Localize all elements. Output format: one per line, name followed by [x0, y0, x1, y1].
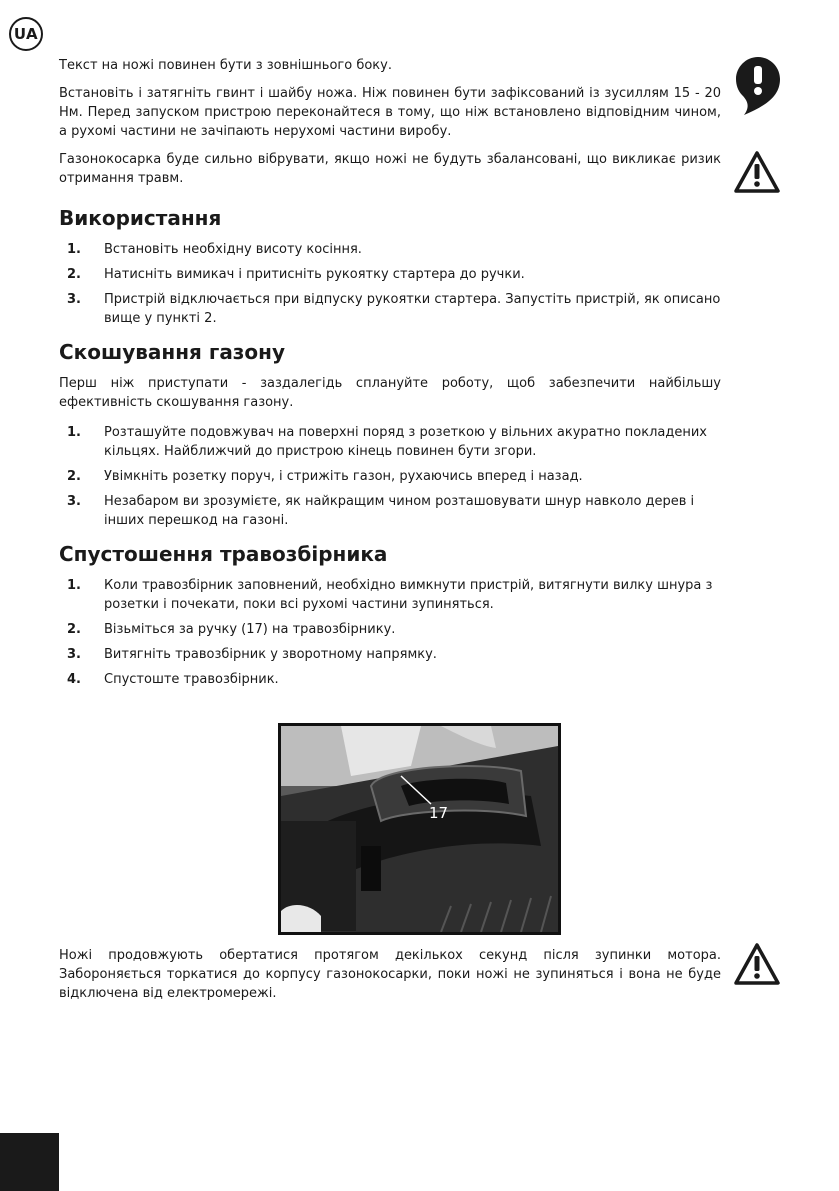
intro-paragraph: Встановіть і затягніть гвинт і шайбу ножа. Ніж повинен бути зафіксований із зусиллям 15 - 20 Нм. Перед запуском пристрою переконайтеся в тому, що ніж встановлено відповідним чином, а рухомі частини не зачіпають нерухомі частини виробу.	[59, 86, 721, 139]
closing-warning-paragraph: Ножі продовжують обертатися протягом декількох секунд після зупинки мотора. Забороняється торкатися до корпусу газонокосарки, поки ножі не зупиняться і вона не буде відключена від електромережі.	[59, 948, 721, 1001]
list-item: 1. Встановіть необхідну висоту косіння.	[67, 242, 362, 257]
page-content	[59, 56, 721, 695]
list-item: 2. Візьміться за ручку (17) на травозбірнику.	[67, 622, 396, 637]
list-item: 3. Незабаром ви зрозумієте, як найкращим чином розташовувати шнур навколо дерев і інших перешкод на газоні.	[67, 494, 695, 528]
list-item: 3. Пристрій відключається при відпуску рукоятки стартера. Запустіть пристрій, як описано вище у пункті 2.	[67, 292, 721, 326]
list-item: 1. Коли травозбірник заповнений, необхідно вимкнути пристрій, витягнути вилку шнура з розетки і почекати, поки всі рухомі частини зупиняться.	[67, 578, 713, 612]
section-heading-emptying: Спустошення травозбірника	[59, 542, 388, 566]
exclamation-bubble-icon	[734, 55, 782, 121]
warning-icon	[733, 150, 781, 198]
intro-paragraph: Текст на ножі повинен бути з зовнішнього боку.	[59, 58, 392, 73]
list-item: 2. Натисніть вимикач і притисніть рукоятку стартера до ручки.	[67, 267, 525, 282]
list-item: 1. Розташуйте подовжувач на поверхні поряд з розеткою у вільних акуратно покладених кільцях. Найближчий до пристрою кінець повинен бути згори.	[67, 425, 707, 459]
mowing-steps	[59, 423, 721, 530]
warning-icon	[733, 942, 781, 990]
grass-catcher-handle-photo	[278, 723, 561, 935]
mowing-intro: Перш ніж приступати - заздалегідь сплануйте роботу, щоб забезпечити найбільшу ефективність скошування газону.	[59, 376, 721, 410]
usage-steps	[59, 240, 721, 328]
page-corner-tab	[0, 1133, 59, 1191]
language-badge: UA	[9, 17, 43, 51]
list-item: 4. Спустоште травозбірник.	[67, 672, 279, 687]
list-item: 3. Витягніть травозбірник у зворотному напрямку.	[67, 647, 437, 662]
callout-label: 17	[429, 804, 449, 822]
emptying-steps	[59, 576, 721, 689]
section-heading-mowing: Скошування газону	[59, 340, 286, 364]
list-item: 2. Увімкніть розетку поруч, і стрижіть газон, рухаючись вперед і назад.	[67, 469, 583, 484]
warning-paragraph: Газонокосарка буде сильно вібрувати, якщо ножі не будуть збалансовані, що викликає ризик отримання травм.	[59, 152, 721, 186]
section-heading-usage: Використання	[59, 206, 222, 230]
